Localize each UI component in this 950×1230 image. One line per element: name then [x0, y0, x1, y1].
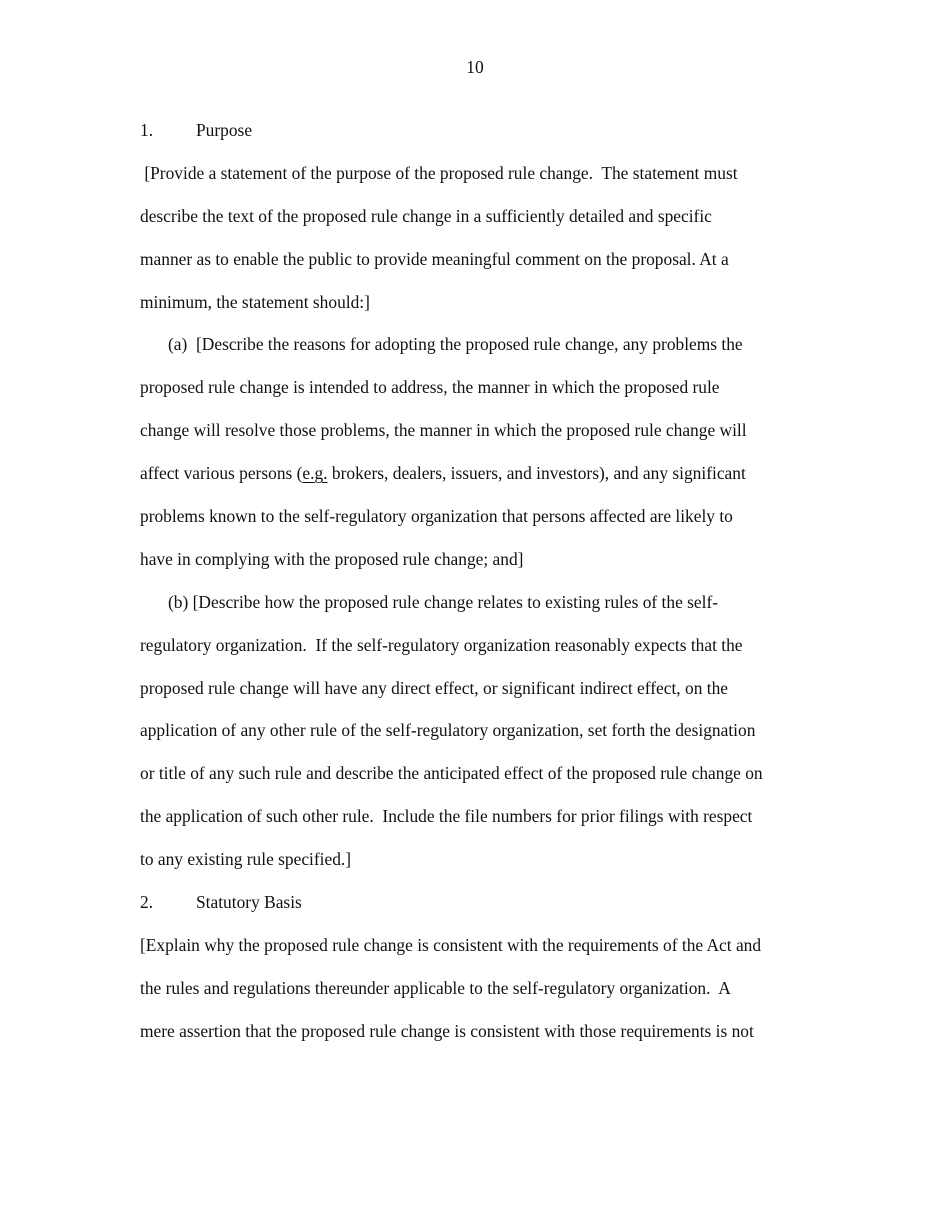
item-b-line: (b) [Describe how the proposed rule change relates to existing rules of the self-: [168, 591, 719, 612]
item-b-line: or title of any such rule and describe the anticipated effect of the proposed rule change on: [140, 763, 763, 784]
section-2-line: mere assertion that the proposed rule change is consistent with those requirements is not: [140, 1020, 754, 1041]
item-b-line: proposed rule change will have any direct effect, or significant indirect effect, on the: [140, 677, 728, 698]
item-a-line: proposed rule change is intended to address, the manner in which the proposed rule: [140, 377, 720, 398]
page-number: 10: [466, 57, 484, 77]
item-a-line: change will resolve those problems, the manner in which the proposed rule change will: [140, 420, 747, 441]
item-a-text-before-eg: affect various persons (: [140, 463, 303, 484]
item-a-line: (a) [Describe the reasons for adopting the proposed rule change, any problems the: [168, 334, 743, 355]
section-2-line: the rules and regulations thereunder applicable to the self-regulatory organization. A: [140, 977, 731, 998]
section-1-intro-line: describe the text of the proposed rule change in a sufficiently detailed and specific: [140, 205, 712, 226]
item-b-line: regulatory organization. If the self-regulatory organization reasonably expects that the: [140, 634, 743, 655]
section-2-title: Statutory Basis: [196, 892, 302, 913]
section-1-intro-line: minimum, the statement should:]: [140, 291, 370, 312]
section-1-number: 1.: [140, 120, 154, 140]
eg-abbreviation: e.g.: [302, 463, 328, 484]
section-1-heading: [140, 119, 820, 162]
section-1-intro-line: [Provide a statement of the purpose of the proposed rule change. The statement must: [140, 162, 738, 183]
document-body: [140, 119, 820, 1063]
section-2-number: 2.: [140, 892, 154, 913]
item-a-line: problems known to the self-regulatory organization that persons affected are likely to: [140, 506, 733, 527]
item-a-line: [140, 462, 820, 505]
section-1-title: Purpose: [196, 120, 253, 140]
section-2-line: [Explain why the proposed rule change is consistent with the requirements of the Act and: [140, 934, 762, 955]
item-a-text-after-eg: brokers, dealers, issuers, and investors), and any significant: [327, 463, 746, 484]
item-b-line: the application of such other rule. Include the file numbers for prior filings with respect: [140, 806, 753, 827]
item-a-line: have in complying with the proposed rule change; and]: [140, 548, 524, 569]
item-b-line: to any existing rule specified.]: [140, 849, 352, 870]
section-1-intro-line: manner as to enable the public to provide meaningful comment on the proposal. At a: [140, 248, 729, 269]
section-2-heading: [140, 891, 820, 934]
item-b-line: application of any other rule of the self-regulatory organization, set forth the designation: [140, 720, 756, 741]
